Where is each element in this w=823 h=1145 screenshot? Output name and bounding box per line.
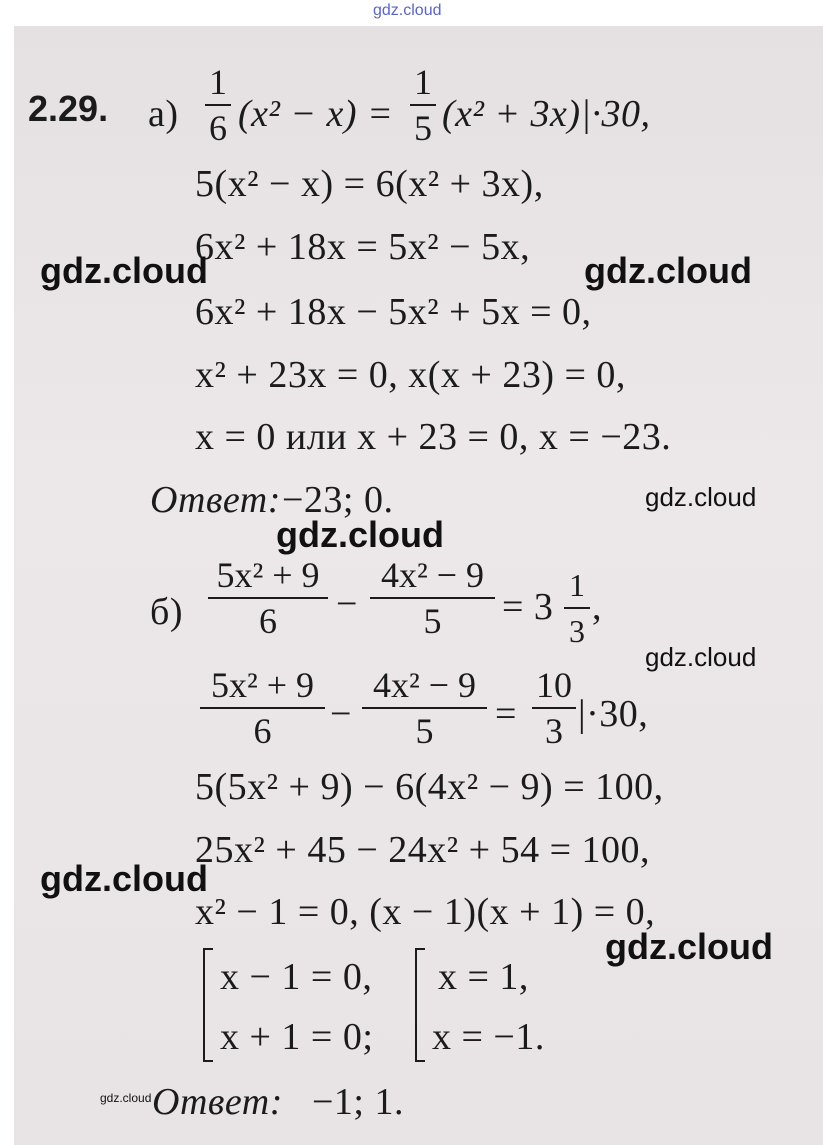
part-a-frac2-den: 5 [414,108,432,148]
part-b-eq1-frac2 [370,555,495,641]
part-b-eq1-mixed-num: 1 [569,567,585,603]
fraction-bar [362,707,487,709]
part-b-line-1: 5(5x² + 9) − 6(4x² − 9) = 100, [195,766,664,808]
part-a-answer-label: Ответ: [150,479,281,521]
part-a-line-3: 6x² + 18x − 5x² + 5x = 0, [195,291,592,333]
part-b-line-3: x² − 1 = 0, (x − 1)(x + 1) = 0, [195,891,656,933]
watermark-5: gdz.cloud [645,642,757,672]
part-a-line-4: x² + 23x = 0, x(x + 23) = 0, [195,354,626,396]
fraction-bar [370,597,495,599]
part-b-eq1-frac1-num: 5x² + 9 [216,555,320,595]
part-b-eq2-minus: − [330,693,352,735]
part-b-system2-row2: x = −1. [432,1016,545,1058]
watermark-2: gdz.cloud [584,250,752,291]
part-b-answer-label: Ответ: [152,1081,283,1123]
part-b-eq1-minus: − [336,583,358,625]
part-b-eq2-frac3-den: 3 [545,711,563,751]
part-a-frac2-num: 1 [414,62,432,102]
part-a-label: а) [148,93,179,135]
part-b-eq2-frac2 [362,665,487,751]
fraction-bar [410,104,436,106]
part-b-eq2-tail: |·30, [578,693,649,735]
part-b-eq2-equals: = [495,693,517,735]
part-b-eq2-frac1 [200,665,325,751]
system-bracket-2 [415,948,425,1062]
part-b-eq1-mixed-frac [564,565,590,651]
part-b-eq1-tail: , [592,586,602,628]
part-a-eq1-mid2: (x² + 3x)|·30, [442,93,651,135]
part-b-eq1-mixed-den: 3 [569,613,585,649]
watermark-6: gdz.cloud [40,858,208,899]
fraction-bar [205,104,231,106]
part-b-eq1-equals: = 3 [502,586,554,628]
part-b-eq2-frac3-num: 10 [536,665,572,705]
part-b-eq2-frac1-den: 6 [253,711,272,751]
part-a-eq1-mid1: (x² − x) = [238,93,394,135]
part-b-eq2-frac1-num: 5x² + 9 [210,665,315,705]
watermark-4: gdz.cloud [276,514,444,555]
part-b-eq1-frac1-den: 6 [259,601,277,641]
part-b-label: б) [150,591,183,633]
watermark-7: gdz.cloud [605,926,773,967]
fraction-bar [200,707,325,709]
watermark-3: gdz.cloud [645,482,757,512]
watermark-top: gdz.cloud [373,2,442,19]
fraction-bar [532,707,576,709]
part-a-line-1: 5(x² − x) = 6(x² + 3x), [195,163,544,205]
fraction-bar [208,597,328,599]
part-b-system1-row2: x + 1 = 0; [220,1016,374,1058]
problem-number: 2.29. [28,88,109,129]
part-b-eq1-frac2-num: 4x² − 9 [380,555,485,595]
part-a-frac1-num: 1 [209,62,227,102]
part-b-line-2: 25x² + 45 − 24x² + 54 = 100, [195,829,651,871]
part-b-eq1-frac1 [208,555,328,641]
part-b-eq1-frac2-den: 5 [423,601,442,641]
watermark-8: gdz.cloud [100,1091,152,1105]
part-b-eq2-frac2-den: 5 [415,711,434,751]
part-b-eq2-frac2-num: 4x² − 9 [372,665,477,705]
part-a-line-2: 6x² + 18x = 5x² − 5x, [195,226,531,268]
part-a-line-5: x = 0 или x + 23 = 0, x = −23. [195,416,672,458]
part-b-answer-value: −1; 1. [312,1081,404,1123]
fraction-bar [564,607,590,609]
system-bracket-1 [203,948,213,1062]
part-a-frac2 [410,62,436,148]
part-a-answer-value: −23; 0. [282,479,394,521]
watermark-1: gdz.cloud [40,250,208,291]
part-b-system1-row1: x − 1 = 0, [220,956,373,998]
part-a-frac1-den: 6 [209,108,227,148]
part-b-system2-row1: x = 1, [438,956,529,998]
part-a-frac1 [205,62,231,148]
part-b-eq2-frac3 [532,665,576,751]
